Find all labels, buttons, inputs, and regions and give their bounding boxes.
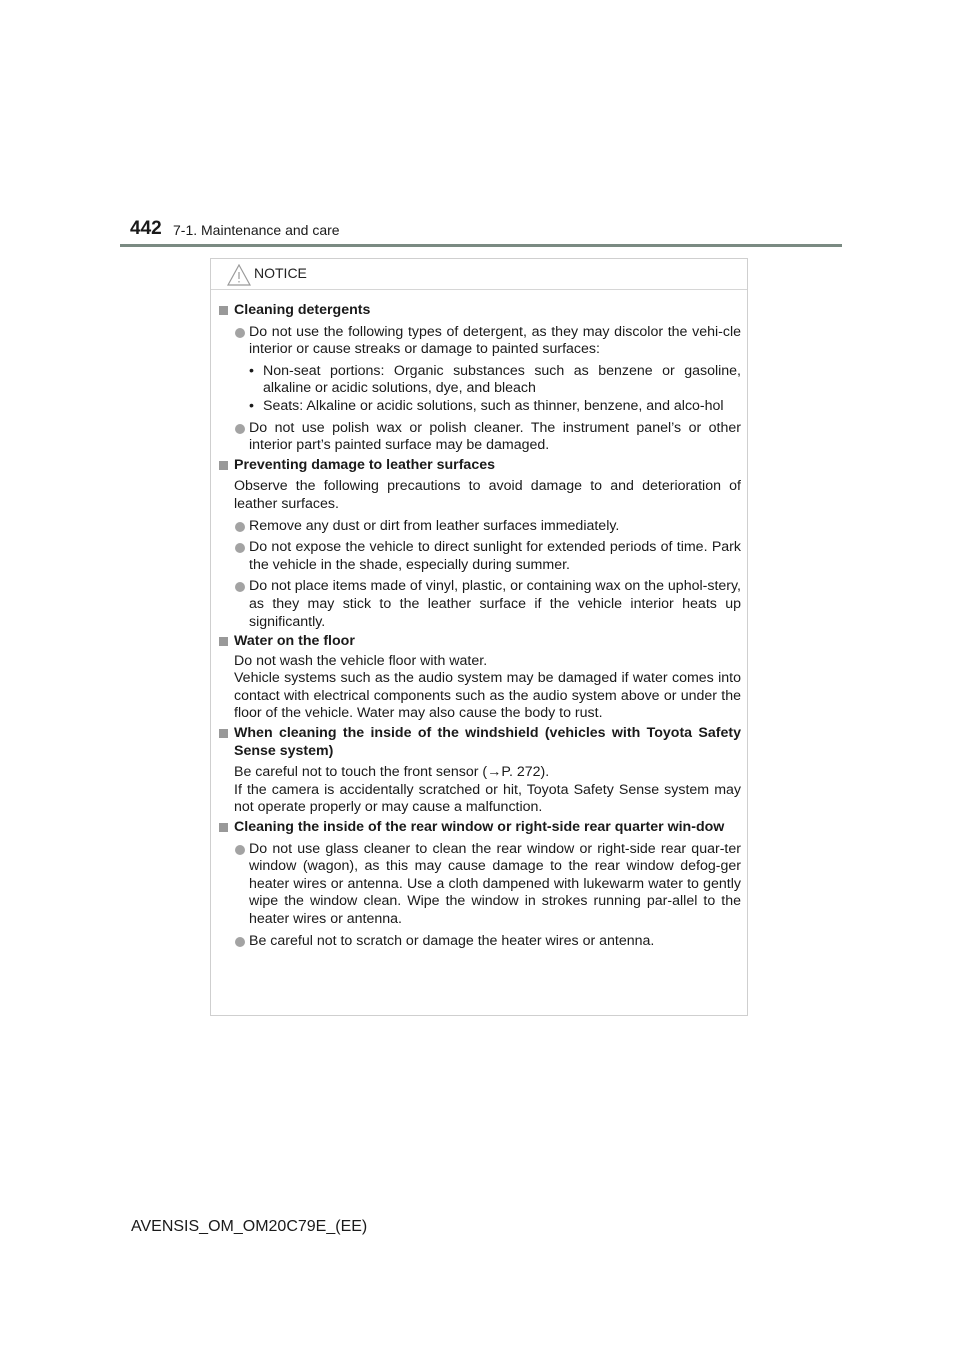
list-item — [217, 841, 741, 929]
heading-text: Cleaning detergents — [234, 302, 371, 318]
notice-header — [211, 259, 747, 290]
heading-text: Water on the floor — [234, 633, 355, 650]
section-heading — [217, 633, 741, 651]
document-code: AVENSIS_OM_OM20C79E_(EE) — [131, 1218, 368, 1235]
page-number: 442 — [130, 218, 162, 239]
sub-text: Non-seat portions: Organic substances such as benzene or gasoline, alkaline or acidic solutions, dye, and bleach — [263, 362, 741, 397]
warning-triangle-icon — [227, 264, 251, 286]
bullet-text: Do not use the following types of detergent, as they may discolor the vehi-cle interior or cause streaks or damage to painted surfaces: — [249, 323, 741, 358]
bullet-text: Remove any dust or dirt from leather surfaces immediately. — [249, 517, 620, 534]
square-bullet-icon — [219, 306, 228, 315]
list-item — [217, 518, 741, 536]
sub-text: Seats: Alkaline or acidic solutions, such as thinner, benzene, and alco-hol — [263, 397, 724, 414]
paragraph: Vehicle systems such as the audio system may be damaged if water comes into contact with electrical components such as the audio system above or under the floor of the vehicle. Water may also cause the body to rust. — [234, 670, 741, 722]
circle-bullet-icon — [235, 845, 245, 855]
sub-list-item — [217, 398, 741, 416]
circle-bullet-icon — [235, 328, 245, 338]
circle-bullet-icon — [235, 582, 245, 592]
heading-text: Preventing damage to leather surfaces — [234, 456, 495, 473]
circle-bullet-icon — [235, 937, 245, 947]
paragraph: Be careful not to touch the front sensor (→P. 272). — [234, 764, 550, 781]
list-item — [217, 578, 741, 631]
sub-list-item — [217, 363, 741, 398]
bullet-text: Be careful not to scratch or damage the heater wires or antenna. — [249, 932, 655, 949]
section-heading — [217, 725, 741, 760]
section-heading — [217, 457, 741, 475]
square-bullet-icon — [219, 461, 228, 470]
square-bullet-icon — [219, 823, 228, 832]
circle-bullet-icon — [235, 522, 245, 532]
bullet-text: Do not use polish wax or polish cleaner. The instrument panel’s or other interior part’s painted surface may be damaged. — [249, 419, 741, 454]
heading-text: When cleaning the inside of the windshield (vehicles with Toyota Safety Sense system) — [234, 725, 741, 759]
notice-label: NOTICE — [254, 265, 307, 281]
list-item — [217, 933, 741, 951]
square-bullet-icon — [219, 637, 228, 646]
header-rule — [120, 244, 842, 247]
bullet-text: Do not expose the vehicle to direct sunlight for extended periods of time. Park the vehicle in the shade, especially during summer. — [249, 539, 741, 573]
dot-bullet-icon: • — [249, 362, 254, 379]
section-heading — [217, 302, 741, 320]
list-item — [217, 420, 741, 455]
list-item — [217, 539, 741, 574]
bullet-text: Do not use glass cleaner to clean the rear window or right-side rear quar-ter window (wagon), as this may cause damage to the rear window defog-ger heater wires or antenna. Use a cloth dampened with lukewarm water to gently wipe the window clean. Wipe the window in strokes running par-allel to the heater wires or antenna. — [249, 840, 741, 927]
list-item — [217, 324, 741, 359]
dot-bullet-icon: • — [249, 397, 254, 414]
bullet-text: Do not place items made of vinyl, plastic, or containing wax on the uphol-stery, as they may stick to the leather surface if the vehicle interior heats up significantly. — [249, 578, 741, 630]
paragraph: Do not wash the vehicle floor with water. — [234, 652, 488, 669]
section-heading — [217, 819, 741, 837]
section-title: 7-1. Maintenance and care — [173, 222, 340, 238]
circle-bullet-icon — [235, 543, 245, 553]
heading-text: Cleaning the inside of the rear window or right-side rear quarter win-dow — [234, 819, 725, 836]
circle-bullet-icon — [235, 424, 245, 434]
notice-body — [211, 290, 747, 950]
notice-box — [210, 258, 748, 1016]
square-bullet-icon — [219, 729, 228, 738]
paragraph: If the camera is accidentally scratched or hit, Toyota Safety Sense system may not operate properly or may cause a malfunction. — [234, 781, 741, 816]
paragraph: Observe the following precautions to avoid damage to and deterioration of leather surfaces. — [234, 478, 741, 512]
